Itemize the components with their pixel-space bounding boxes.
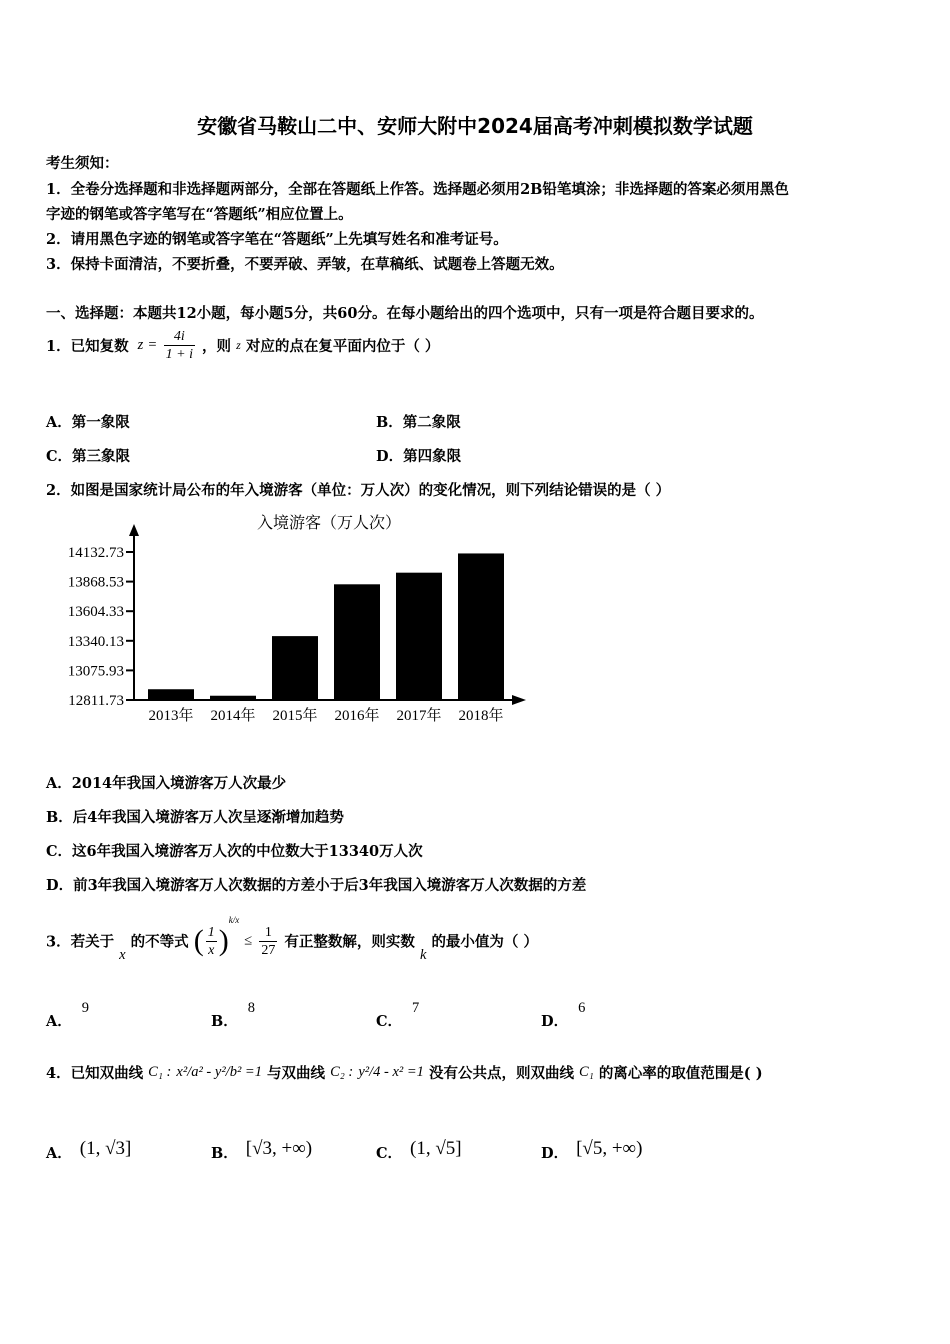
page-title: 安徽省马鞍山二中、安师大附中2024届高考冲刺模拟数学试题 <box>197 114 753 138</box>
q1-option-d[interactable]: D．第四象限 <box>376 448 462 465</box>
x-tick-label: 2015年 <box>272 708 318 724</box>
question-4-stem <box>46 1062 763 1083</box>
q3-suffix: 的最小值为（ ） <box>431 933 538 951</box>
x-tick-label: 2014年 <box>210 708 256 724</box>
q3-le: ≤ <box>244 932 253 949</box>
q1-option-b[interactable]: B．第二象限 <box>376 414 461 431</box>
q1-z: z <box>137 337 144 353</box>
q2-option-c[interactable]: C．这6年我国入境游客万人次的中位数大于13340万人次 <box>46 843 423 860</box>
q3-k: k <box>419 947 427 963</box>
q1-z2: z <box>236 338 241 352</box>
question-2-stem: 2．如图是国家统计局公布的年入境游客（单位：万人次）的变化情况，则下列结论错误的是（ ） <box>46 482 671 499</box>
q3-option-b[interactable]: B．8 <box>211 1000 256 1030</box>
q4-mid: 与双曲线 <box>267 1065 326 1082</box>
q3-fraction: $\frac{1}{27}$ <box>261 924 276 958</box>
y-tick-label: 13075.93 <box>67 663 124 680</box>
x-axis-arrow <box>512 695 526 705</box>
q3-x: x <box>119 947 126 963</box>
q2-option-a[interactable]: A．2014年我国入境游客万人次最少 <box>46 775 287 792</box>
q4-suffix1: 没有公共点，则双曲线 <box>428 1065 574 1082</box>
q1-fraction <box>164 328 195 363</box>
q3-option-d[interactable]: D．6 <box>541 1000 586 1030</box>
q1-denominator: 1 + i <box>165 347 193 362</box>
section-heading: 一、选择题：本题共12小题，每小题5分，共60分。在每小题给出的四个选项中，只有一项是符合题目要求的。 <box>46 305 764 322</box>
question-1-stem <box>46 328 439 363</box>
y-tick-label: 13604.33 <box>67 604 124 621</box>
q4-c2-label: C₂ : <box>330 1064 354 1080</box>
q4-c1b: C₁ <box>579 1064 594 1080</box>
notice-line-3: 2．请用黑色字迹的钢笔或答字笔在“答题纸”上先填写姓名和准考证号。 <box>46 231 508 248</box>
y-axis-arrow <box>129 524 139 536</box>
bar-2017年 <box>396 573 442 700</box>
notice-line-2: 字迹的钢笔或答字笔写在“答题纸”相应位置上。 <box>46 206 353 223</box>
q3-mid1: 的不等式 <box>130 933 189 951</box>
q4-option-b[interactable]: B． [√3, +∞) <box>211 1138 313 1162</box>
y-tick-label: 13868.53 <box>67 574 124 591</box>
q4-suffix2: 的离心率的取值范围是( ) <box>598 1065 763 1082</box>
bar-2016年 <box>334 584 380 700</box>
question-3-stem <box>46 915 538 964</box>
q1-mid: ，则 <box>202 338 232 355</box>
q4-option-a[interactable]: A． (1, √3] <box>46 1138 132 1162</box>
q3-lparen: ( <box>193 924 204 957</box>
y-tick-label: 13340.13 <box>67 633 124 650</box>
q4-option-d[interactable]: D． [√5, +∞) <box>541 1138 643 1162</box>
q2-option-d[interactable]: D．前3年我国入境游客万人次数据的方差小于后3年我国入境游客万人次数据的方差 <box>46 877 587 894</box>
x-tick-label: 2017年 <box>396 708 442 724</box>
y-tick-label: 12811.73 <box>68 693 124 709</box>
q4-prefix: 4．已知双曲线 <box>46 1065 144 1082</box>
notice-line-4: 3．保持卡面清洁，不要折叠，不要弄破、弄皱，在草稿纸、试题卷上答题无效。 <box>46 256 564 273</box>
q1-eq: = <box>148 337 157 353</box>
q4-c1-equation: x²/a² - y²/b² =1 <box>176 1064 262 1080</box>
chart-title: 入境游客（万人次） <box>256 515 402 532</box>
notice-title: 考生须知： <box>46 155 119 172</box>
q3-prefix: 3．若关于 <box>46 933 115 951</box>
q1-option-a[interactable]: A．第一象限 <box>46 414 130 431</box>
bar-2014年 <box>210 696 256 700</box>
q3-inner-fraction: $\frac{1}{x}$ <box>207 924 215 958</box>
bar-2018年 <box>458 553 504 700</box>
y-tick-label: 14132.73 <box>67 545 124 561</box>
x-tick-label: 2018年 <box>458 708 504 724</box>
q1-suffix: 对应的点在复平面内位于（ ） <box>245 338 440 355</box>
q3-exponent: k/x <box>228 915 240 925</box>
x-tick-label: 2013年 <box>148 708 194 724</box>
q2-option-b[interactable]: B．后4年我国入境游客万人次呈逐渐增加趋势 <box>46 809 344 826</box>
q4-option-c[interactable]: C． (1, √5] <box>376 1138 462 1162</box>
bar-2013年 <box>148 689 194 700</box>
notice-line-1: 1．全卷分选择题和非选择题两部分，全部在答题纸上作答。选择题必须用2B铅笔填涂；非选择题的答案必须用黑色 <box>46 181 789 198</box>
bar-2015年 <box>272 636 318 700</box>
x-tick-label: 2016年 <box>334 708 380 724</box>
q1-prefix: 1．已知复数 <box>46 338 129 355</box>
q4-c1-label: C₁ : <box>148 1064 172 1080</box>
q3-option-c[interactable]: C．7 <box>376 1000 420 1030</box>
q1-option-c[interactable]: C．第三象限 <box>46 448 131 465</box>
q4-c2-equation: y²/4 - x² =1 <box>358 1064 424 1080</box>
tourist-bar-chart <box>44 510 534 735</box>
q3-option-a[interactable]: A．9 <box>46 1000 90 1030</box>
q1-numerator: 4i <box>164 328 195 346</box>
q3-rparen: ) <box>218 924 229 957</box>
q3-mid2: 有正整数解，则实数 <box>284 933 415 951</box>
